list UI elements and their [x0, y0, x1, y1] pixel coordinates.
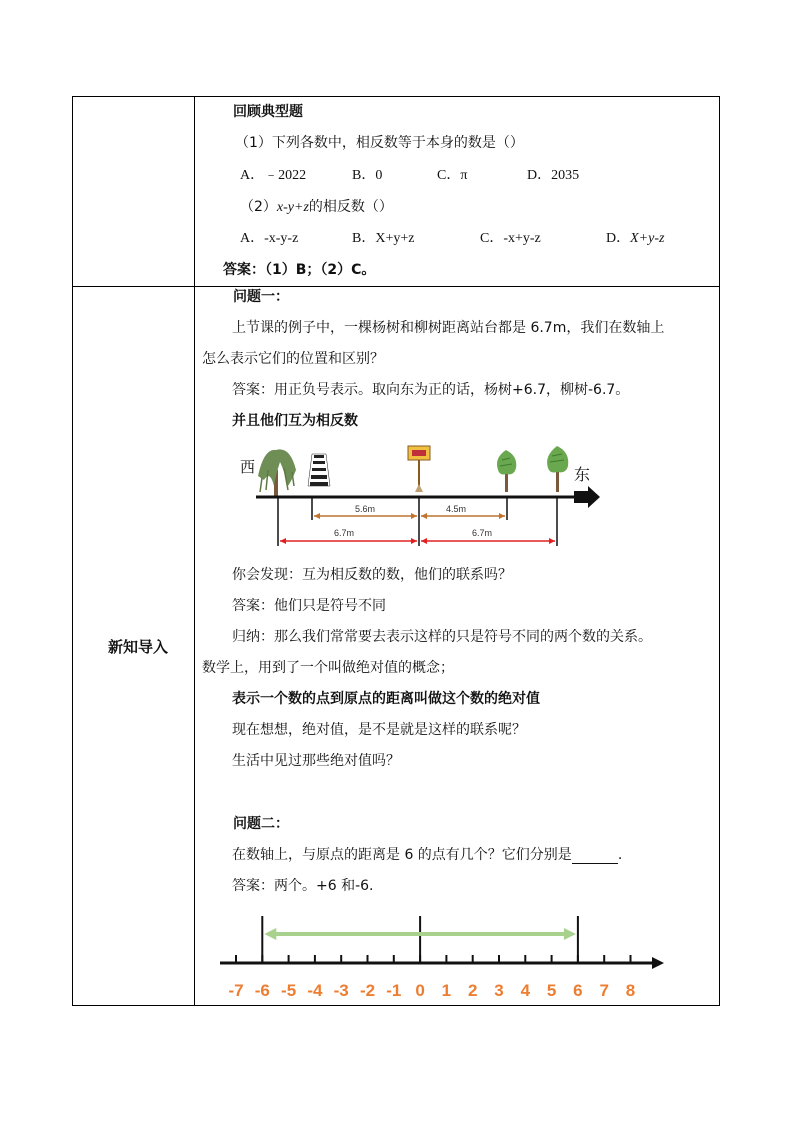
poplar-tree-icon — [497, 450, 516, 492]
problem2-question: 在数轴上，与原点的距离是 6 的点有几个？它们分别是 . — [232, 847, 623, 863]
life-question: 生活中见过那些绝对值吗？ — [232, 753, 400, 769]
problem1-answer: 答案：用正负号表示。取向东为正的话，杨树+6.7，柳树-6.7。 — [232, 382, 630, 398]
crosswalk-icon — [308, 454, 330, 486]
poplar-tree-icon-2 — [547, 446, 568, 492]
problem1-line2: 怎么表示它们的位置和区别？ — [202, 351, 384, 367]
axis-arrow-icon — [652, 957, 664, 969]
tick-label: 4 — [520, 981, 531, 1000]
q2-option-b: B．X+y+z — [352, 231, 415, 246]
q1-option-c: C．π — [437, 168, 468, 183]
think-question: 现在想想，绝对值，是不是就是这样的联系呢？ — [232, 722, 526, 738]
q1-option-d: D．2035 — [527, 168, 580, 183]
tick-label: 8 — [625, 981, 636, 1000]
dist-right-inner: 4.5m — [446, 504, 467, 514]
q2-option-d: D．X+y-z — [606, 231, 665, 246]
row-divider — [73, 286, 719, 287]
problem2-answer: 答案：两个。+6 和-6. — [232, 878, 374, 894]
review-question-2: （2）x-y+z的相反数（） — [240, 199, 393, 215]
bus-stop-sign-icon — [408, 446, 430, 492]
number-line — [216, 910, 668, 1002]
dist-left-outer: 6.7m — [334, 528, 355, 538]
arrow-head-left — [264, 928, 276, 940]
tick-label: 1 — [441, 981, 452, 1000]
arrow-head-right — [564, 928, 576, 940]
column-divider — [194, 97, 195, 1005]
dist-left-inner: 5.6m — [355, 504, 376, 514]
east-label: 东 — [574, 467, 591, 484]
tick-label: 5 — [546, 981, 557, 1000]
discover-question: 你会发现：互为相反数的数，他们的联系吗？ — [232, 567, 512, 583]
axis-arrow-icon — [574, 486, 600, 508]
q1-option-a: A．﹣2022 — [240, 168, 307, 183]
problem2-title: 问题二： — [233, 816, 289, 832]
q2-expression: x-y+z — [276, 200, 309, 215]
review-title: 回顾典型题 — [233, 104, 303, 120]
tick-label: 0 — [415, 981, 425, 1000]
problem1-bold-line: 并且他们互为相反数 — [232, 413, 358, 429]
tick-label: -6 — [254, 981, 270, 1000]
willow-tree-icon — [258, 449, 296, 496]
tick-label: 7 — [599, 981, 609, 1000]
distance-diagram — [234, 440, 604, 552]
q2-option-c: C．-x+y-z — [480, 231, 541, 246]
problem1-title: 问题一： — [233, 289, 289, 305]
tick-label: -1 — [386, 981, 402, 1000]
q1-option-b: B．0 — [352, 168, 383, 183]
answer-blank — [572, 849, 618, 864]
review-answer: 答案：（1）B；（2）C。 — [223, 262, 376, 278]
summary-line2: 数学上，用到了一个叫做绝对值的概念； — [202, 660, 454, 676]
dist-right-outer: 6.7m — [472, 528, 493, 538]
absolute-value-definition: 表示一个数的点到原点的距离叫做这个数的绝对值 — [232, 691, 540, 707]
tick-label: -2 — [359, 981, 376, 1000]
q2-option-a: A．-x-y-z — [240, 231, 299, 246]
tick-label: -4 — [307, 981, 323, 1000]
west-label: 西 — [240, 459, 256, 476]
tick-label: 6 — [573, 981, 583, 1000]
section-label: 新知导入 — [108, 638, 169, 656]
tick-label: 3 — [494, 981, 504, 1000]
tick-label: -7 — [228, 981, 244, 1000]
tick-label: -5 — [281, 981, 297, 1000]
tick-label: 2 — [467, 981, 478, 1000]
tick-label: -3 — [333, 981, 349, 1000]
review-question-1: （1）下列各数中，相反数等于本身的数是（） — [235, 135, 524, 151]
discover-answer: 答案：他们只是符号不同 — [232, 598, 386, 614]
summary-line1: 归纳：那么我们常常要去表示这样的只是符号不同的两个数的关系。 — [232, 629, 652, 645]
problem1-line1: 上节课的例子中，一棵杨树和柳树距离站台都是 6.7m，我们在数轴上 — [232, 320, 665, 336]
